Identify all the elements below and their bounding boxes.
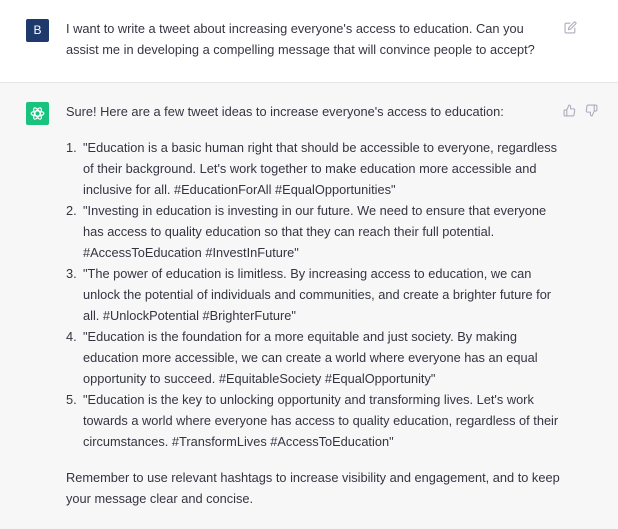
list-item-text: "Education is the foundation for a more equitable and just society. By making education more accessible, we can create a world where everyone has an equal opportunity to succeed. #EquitableSociety #EqualOpportunity" [83, 329, 538, 386]
list-item [66, 326, 561, 389]
list-item-text: "Education is a basic human right that should be accessible to everyone, regardless of their background. Let's work together to make education more accessible and inclusive for all. #EducationForAll #EqualOpportunities" [83, 140, 558, 197]
list-item-number: 4. [66, 329, 77, 344]
assistant-avatar [26, 102, 49, 125]
assistant-intro: Sure! Here are a few tweet ideas to increase everyone's access to education: [66, 104, 504, 119]
list-item [66, 137, 561, 200]
list-item [66, 263, 561, 326]
list-item-number: 1. [66, 140, 77, 155]
list-item-number: 3. [66, 266, 77, 281]
assistant-closing: Remember to use relevant hashtags to increase visibility and engagement, and to keep your message clear and concise. [66, 470, 560, 506]
list-item-number: 2. [66, 203, 77, 218]
list-item [66, 389, 561, 452]
list-item [66, 200, 561, 263]
thumbs-down-icon[interactable] [585, 104, 598, 117]
list-item-text: "The power of education is limitless. By increasing access to education, we can unlock the potential of individuals and communities, and create a brighter future for all. #UnlockPotential #BrighterFuture" [83, 266, 552, 323]
list-item-text: "Education is the key to unlocking opportunity and transforming lives. Let's work towards a world where everyone has access to quality education, regardless of their circumstances. #TransformLives #AccessToEducation" [83, 392, 559, 449]
thumbs-up-icon[interactable] [563, 104, 576, 117]
user-avatar: B [26, 19, 49, 42]
user-message-row [0, 0, 618, 83]
tweet-ideas-list [66, 137, 561, 452]
user-message-text: I want to write a tweet about increasing everyone's access to education. Can you assist me in developing a compelling message that will convince people to accept? [66, 21, 535, 57]
edit-icon[interactable] [564, 21, 577, 34]
list-item-text: "Investing in education is investing in our future. We need to ensure that everyone has access to quality education so that they can reach their full potential. #AccessToEducation #InvestInFuture" [83, 203, 547, 260]
openai-logo-icon [29, 105, 46, 122]
assistant-message-row [0, 83, 618, 529]
list-item-number: 5. [66, 392, 77, 407]
